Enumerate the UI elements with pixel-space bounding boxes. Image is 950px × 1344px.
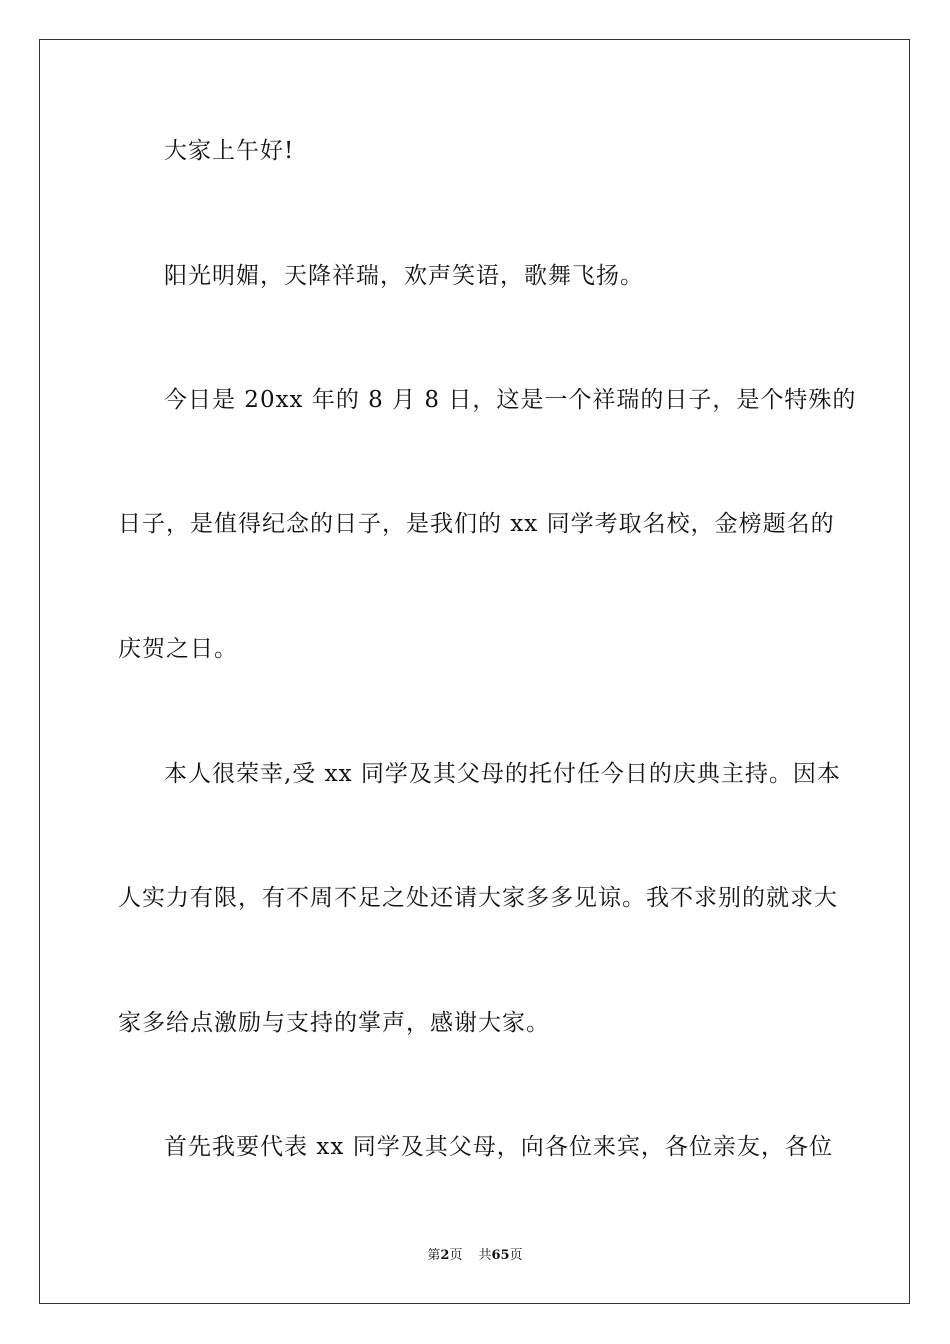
paragraph-line-7: 人实力有限，有不周不足之处还请大家多多见谅。我不求别的就求大 bbox=[118, 885, 838, 911]
paragraph-line-8: 家多给点激励与支持的掌声，感谢大家。 bbox=[118, 1010, 550, 1036]
paragraph-line-5: 庆贺之日。 bbox=[118, 636, 238, 662]
total-suffix: 页 bbox=[509, 1248, 523, 1263]
current-page-number: 2 bbox=[440, 1248, 450, 1263]
page-suffix: 页 bbox=[449, 1248, 463, 1263]
paragraph-line-2: 阳光明媚，天降祥瑞，欢声笑语，歌舞飞扬。 bbox=[164, 263, 644, 289]
total-prefix: 共 bbox=[478, 1248, 492, 1263]
paragraph-line-4: 日子，是值得纪念的日子，是我们的 xx 同学考取名校，金榜题名的 bbox=[118, 511, 835, 537]
page-prefix: 第 bbox=[427, 1248, 441, 1263]
page-border bbox=[39, 39, 910, 1304]
paragraph-line-3: 今日是 20xx 年的 8 月 8 日，这是一个祥瑞的日子，是个特殊的 bbox=[164, 387, 857, 413]
paragraph-line-9: 首先我要代表 xx 同学及其父母，向各位来宾，各位亲友，各位 bbox=[164, 1134, 833, 1160]
page-footer bbox=[0, 1247, 950, 1265]
paragraph-line-6: 本人很荣幸,受 xx 同学及其父母的托付任今日的庆典主持。因本 bbox=[164, 761, 841, 787]
paragraph-line-1: 大家上午好! bbox=[164, 138, 295, 164]
total-page-number: 65 bbox=[491, 1248, 510, 1263]
